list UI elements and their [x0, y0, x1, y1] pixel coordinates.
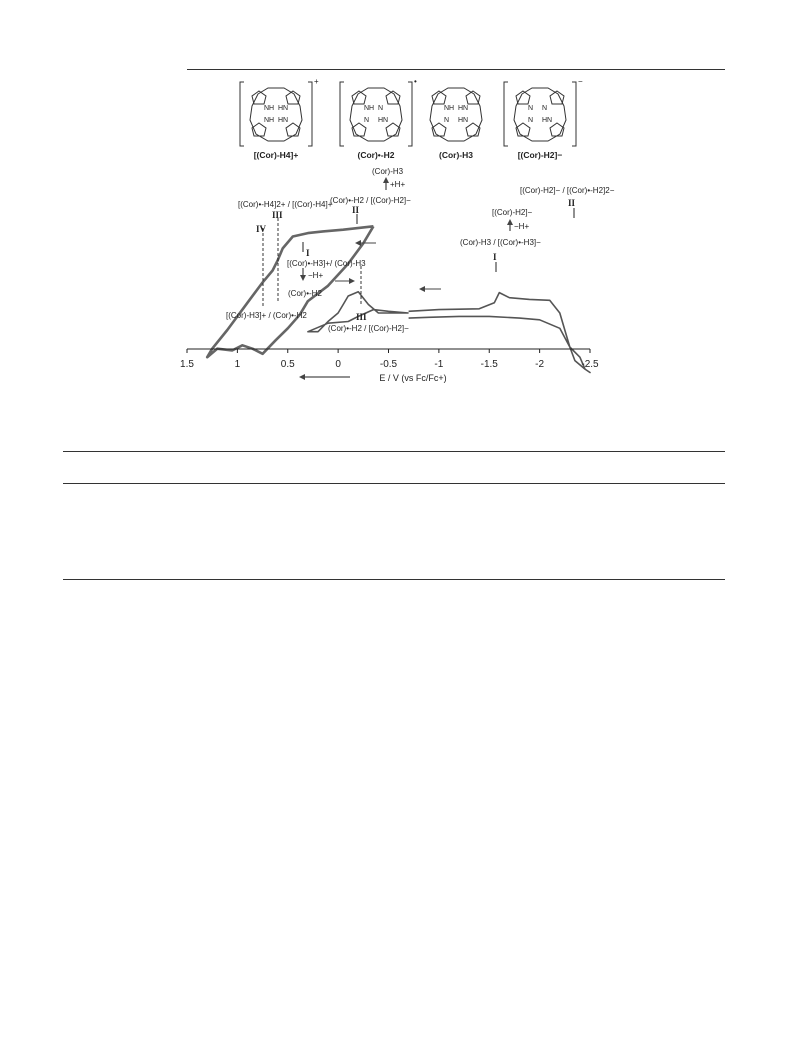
- nitrogen-label: N: [378, 105, 384, 112]
- numeral-iii-top: III: [272, 210, 283, 220]
- label-oxidation: [(Cor)-H3]+ / (Cor)•-H2: [226, 311, 307, 320]
- label-top-step: +H+: [390, 180, 406, 189]
- x-tick-label: 1: [234, 359, 241, 370]
- label-couple-iv: [(Cor)•-H4]2+ / [(Cor)-H4]+: [238, 200, 333, 209]
- numeral-ii-right: II: [568, 198, 576, 208]
- numeral-ii-left: II: [352, 205, 360, 215]
- x-tick-label: -1: [434, 359, 444, 370]
- x-tick-label: 1.5: [180, 359, 194, 370]
- figure: [0, 0, 789, 420]
- nitrogen-label: HN: [378, 117, 389, 124]
- nitrogen-label: NH: [364, 105, 375, 112]
- numeral-iii-bottom: III: [356, 312, 367, 322]
- nitrogen-label: N: [364, 117, 370, 124]
- x-tick-label: -2.5: [581, 359, 599, 370]
- x-tick-label: -2: [535, 359, 545, 370]
- nitrogen-label: HN: [542, 117, 553, 124]
- structure-name: (Cor)-H3: [439, 150, 473, 160]
- structure-2: [340, 77, 417, 160]
- numeral-i-right: I: [493, 252, 497, 262]
- nitrogen-label: N: [528, 117, 534, 124]
- numeral-i-left: I: [306, 248, 310, 258]
- nitrogen-label: N: [528, 105, 534, 112]
- nitrogen-label: N: [542, 105, 548, 112]
- nitrogen-label: NH: [264, 117, 275, 124]
- nitrogen-label: HN: [458, 105, 469, 112]
- nitrogen-label: HN: [278, 105, 289, 112]
- charge-label: −: [578, 77, 583, 86]
- cv-plot: [180, 167, 615, 383]
- molecule-structures: [240, 77, 583, 160]
- label-right-species: [(Cor)-H2]−: [492, 208, 533, 217]
- table-rule-2: [63, 483, 725, 484]
- structure-name: (Cor)•-H2: [357, 150, 395, 160]
- charge-label: •: [414, 77, 417, 86]
- x-axis-ticks: [180, 349, 599, 370]
- nitrogen-label: NH: [264, 105, 275, 112]
- structure-4: [504, 77, 583, 160]
- x-tick-label: 0: [335, 359, 341, 370]
- structure-1: [240, 77, 319, 160]
- structure-3: [430, 88, 482, 160]
- charge-label: +: [314, 77, 319, 86]
- nitrogen-label: NH: [444, 105, 455, 112]
- label-couple-i-left: [(Cor)•-H3]+/ (Cor)-H3: [287, 259, 366, 268]
- structure-name: [(Cor)-H2]−: [517, 150, 563, 160]
- x-axis-label: E / V (vs Fc/Fc+): [379, 373, 447, 383]
- label-left-step: −H+: [308, 271, 324, 280]
- x-tick-label: -0.5: [379, 359, 398, 370]
- numeral-iv: IV: [256, 224, 267, 234]
- nitrogen-label: HN: [278, 117, 289, 124]
- nitrogen-label: HN: [458, 117, 469, 124]
- label-couple-ii-left: (Cor)•-H2 / [(Cor)-H2]−: [330, 196, 411, 205]
- x-tick-label: 0.5: [280, 359, 295, 370]
- structure-name: [(Cor)-H4]+: [253, 150, 299, 160]
- label-left-product: (Cor)•-H2: [288, 289, 322, 298]
- label-top-species: (Cor)-H3: [372, 167, 404, 176]
- label-right-step: −H+: [514, 222, 530, 231]
- table-rule-3: [63, 579, 725, 580]
- label-couple-iii-bottom: (Cor)•-H2 / [(Cor)-H2]−: [328, 324, 409, 333]
- x-tick-label: -1.5: [480, 359, 498, 370]
- label-couple-ii-right: [(Cor)-H2]− / [(Cor)•-H2]2−: [520, 186, 615, 195]
- nitrogen-label: N: [444, 117, 450, 124]
- table-rule-1: [63, 451, 725, 452]
- label-couple-i-right: (Cor)-H3 / [(Cor)•-H3]−: [460, 238, 541, 247]
